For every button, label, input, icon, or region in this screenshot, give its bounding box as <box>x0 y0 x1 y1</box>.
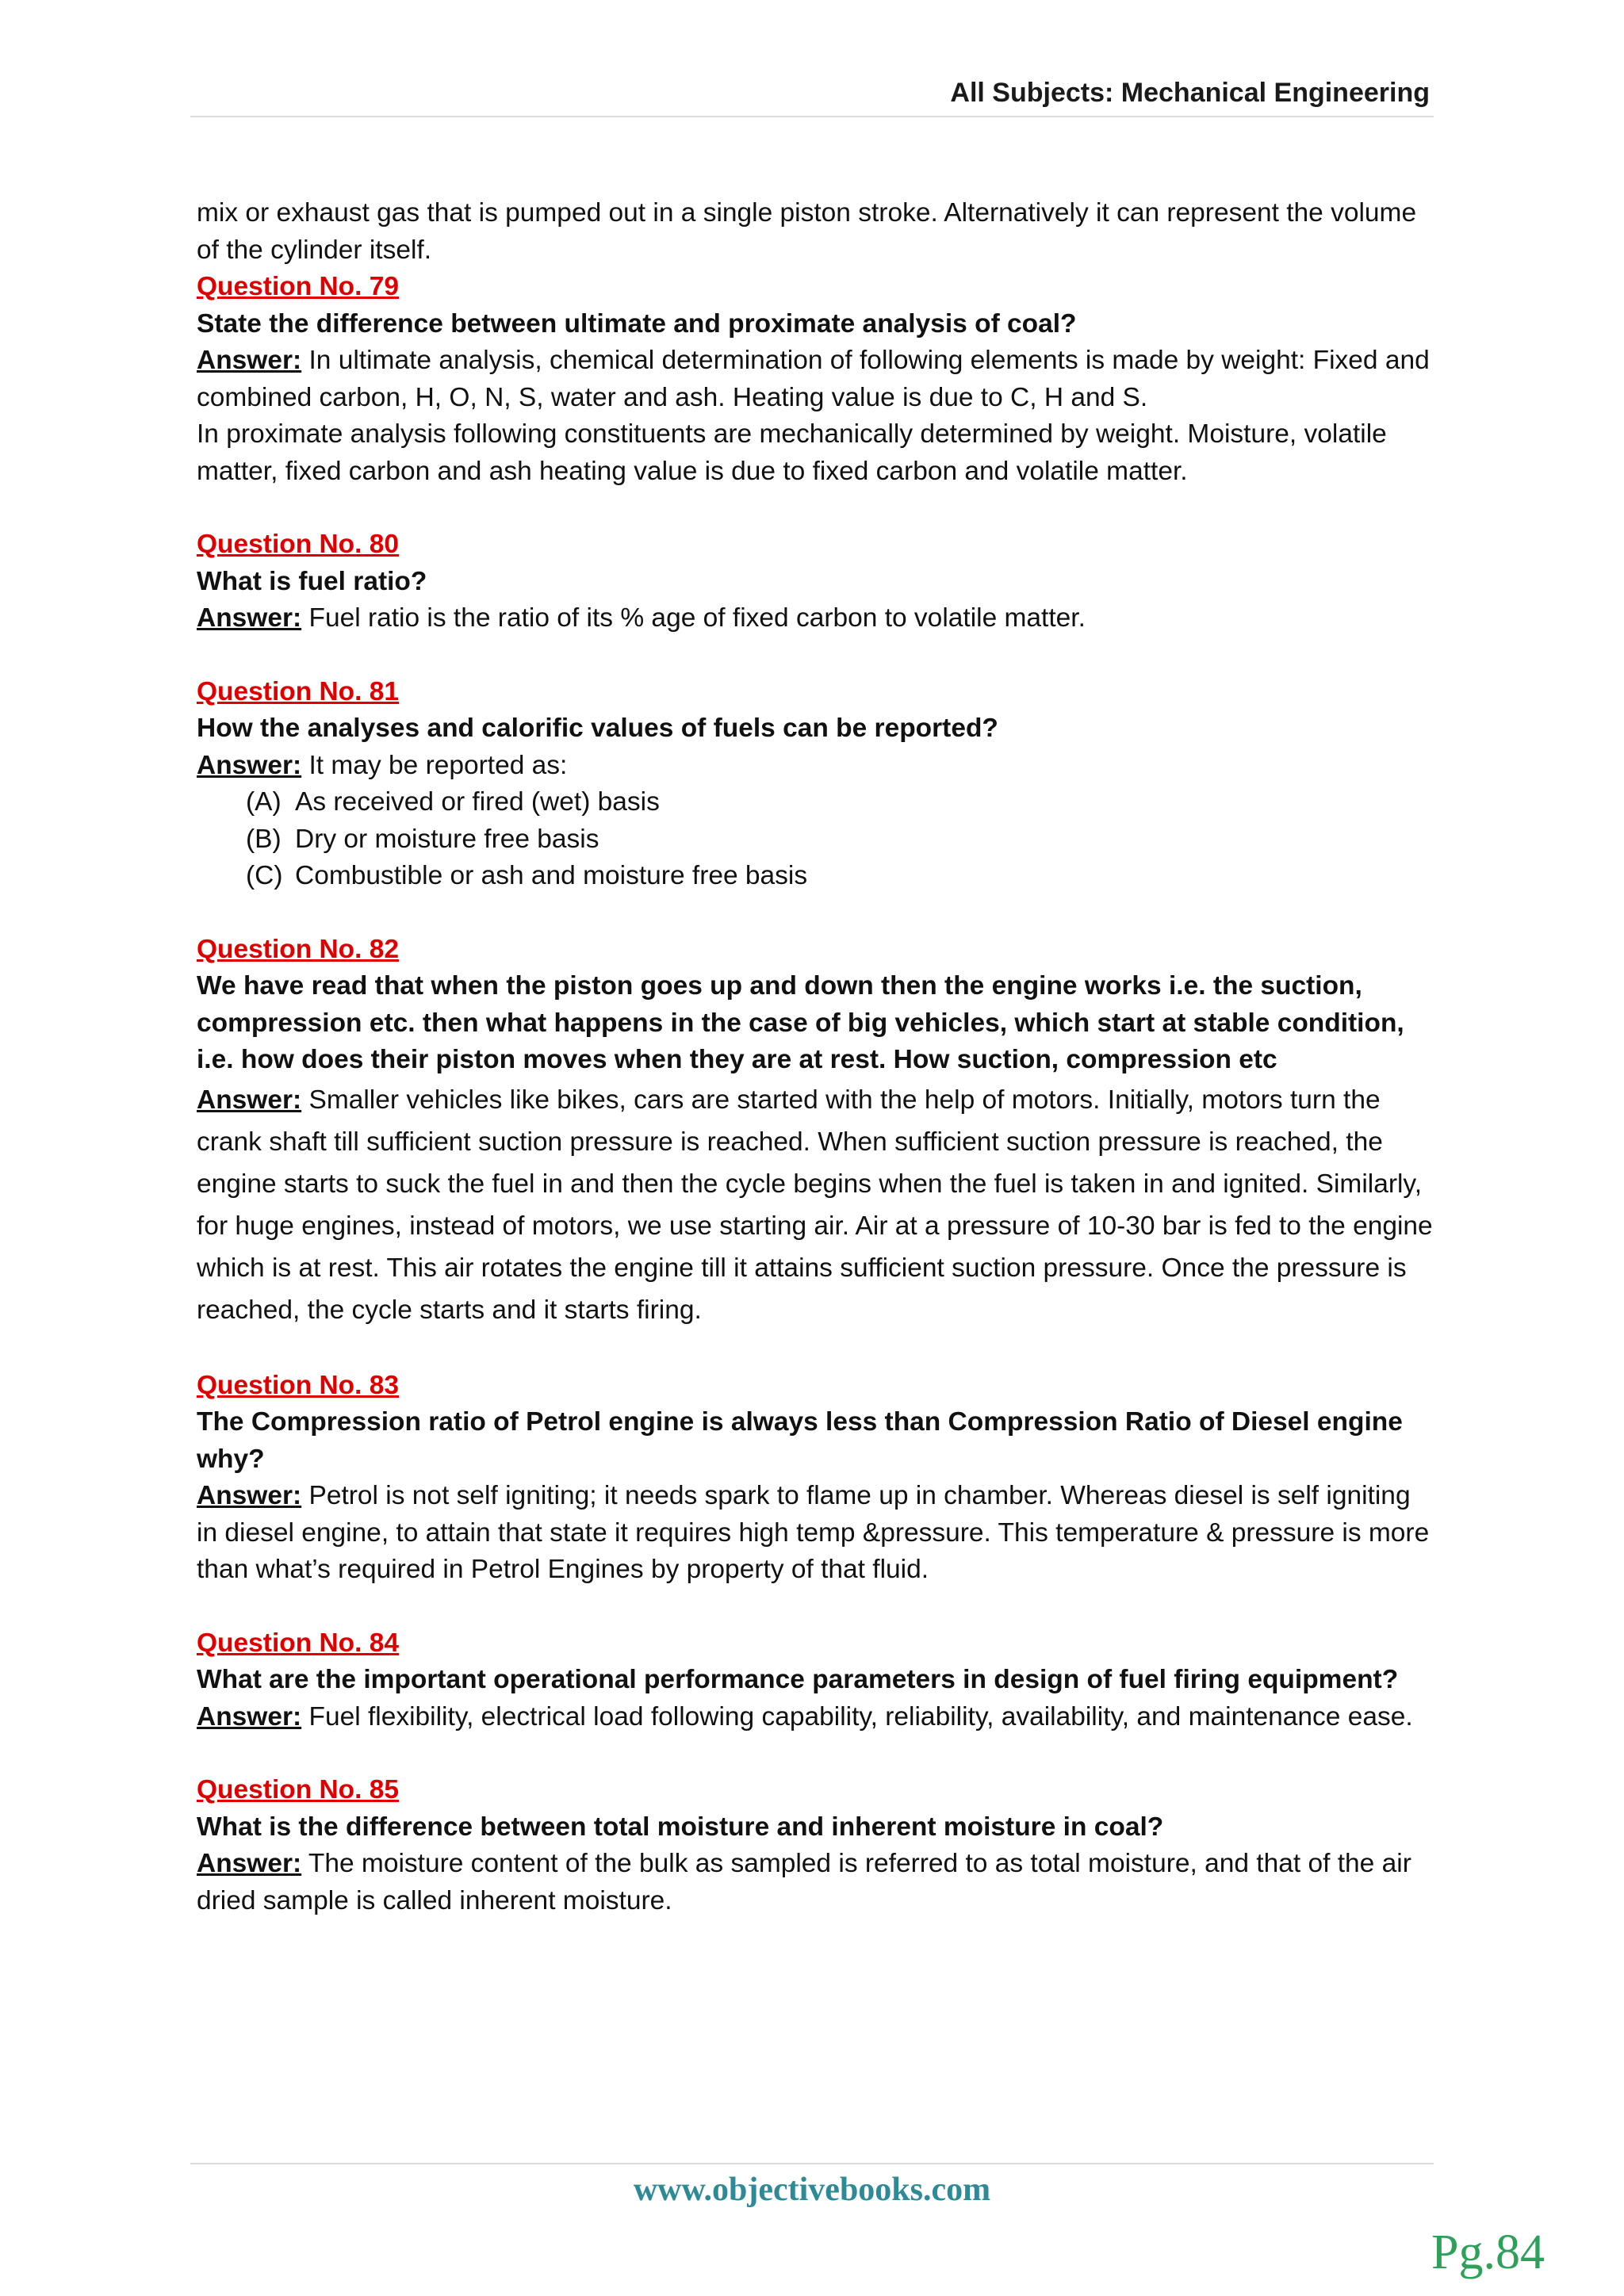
question-block-83 <box>197 1368 1434 1589</box>
option-letter: (A) <box>246 787 282 817</box>
answer-paragraph <box>197 1478 1434 1589</box>
question-text: What is the difference between total moisture and inherent moisture in coal? <box>197 1812 1164 1842</box>
question-block-84 <box>197 1625 1434 1736</box>
option-text: As received or fired (wet) basis <box>295 787 660 817</box>
question-number: Question No. 81 <box>197 676 400 706</box>
question-number: Question No. 83 <box>197 1370 400 1400</box>
answer-label: Answer: <box>197 1481 302 1510</box>
answer-text-extra: In proximate analysis following constituents are mechanically determined by weight. Moisture, volatile matter, fixed carbon and ash heating value is due to fixed carbon and volatile matter. <box>197 419 1387 486</box>
question-text: State the difference between ultimate and proximate analysis of coal? <box>197 308 1077 339</box>
option-letter: (C) <box>246 861 283 890</box>
question-block-80 <box>197 526 1434 637</box>
answer-paragraph <box>197 1846 1434 1919</box>
option-text: Dry or moisture free basis <box>295 824 599 854</box>
answer-paragraph <box>197 342 1434 416</box>
question-text: How the analyses and calorific values of fuels can be reported? <box>197 714 998 743</box>
answer-text: Petrol is not self igniting; it needs spark to flame up in chamber. Whereas diesel is self igniting in diesel engine, to attain that state it requires high temp &pressure. This temperature & pressure is more than what’s required in Petrol Engines by property of that fluid. <box>197 1481 1430 1584</box>
answer-text: The moisture content of the bulk as sampled is referred to as total moisture, and that of the air dried sample is called inherent moisture. <box>197 1849 1411 1915</box>
answer-paragraph <box>197 1079 1434 1331</box>
question-block-82 <box>197 932 1434 1331</box>
answer-label: Answer: <box>197 1701 302 1732</box>
list-item <box>246 858 1434 895</box>
answer-options-list <box>197 784 1434 895</box>
question-number: Question No. 84 <box>197 1628 400 1658</box>
answer-text: Fuel flexibility, electrical load following capability, reliability, availability, and maintenance ease. <box>308 1701 1413 1732</box>
answer-text: Smaller vehicles like bikes, cars are started with the help of motors. Initially, motors turn the crank shaft till sufficient suction pressure is reached. When sufficient suction pressure is reached, the engine starts to suck the fuel in and then the cycle begins when the fuel is taken in and ignited. Similarly, for huge engines, instead of motors, we use starting air. Air at a pressure of 10-30 bar is fed to the engine which is at rest. This air rotates the engine till it attains sufficient suction pressure. Once the pressure is reached, the cycle starts and it starts firing. <box>197 1085 1433 1325</box>
answer-paragraph <box>197 748 1434 785</box>
answer-paragraph <box>197 1699 1434 1736</box>
question-block-79 <box>197 269 1434 490</box>
footer-website-link[interactable]: www.objectivebooks.com <box>633 2172 991 2208</box>
answer-label: Answer: <box>197 750 302 780</box>
question-text: The Compression ratio of Petrol engine is always less than Compression Ratio of Diesel engine why? <box>197 1407 1403 1474</box>
question-number: Question No. 79 <box>197 272 400 301</box>
question-text: We have read that when the piston goes up and down then the engine works i.e. the suction, compression etc. then what happens in the case of big vehicles, which start at stable condition, i.e. how does their piston moves when they are at rest. How suction, compression etc <box>197 971 1404 1074</box>
list-item <box>246 784 1434 821</box>
answer-label: Answer: <box>197 346 302 375</box>
answer-label: Answer: <box>197 1085 302 1115</box>
footer-divider <box>190 2163 1434 2164</box>
list-item <box>246 821 1434 859</box>
page-number: Pg.84 <box>1431 2225 1545 2279</box>
question-number: Question No. 82 <box>197 934 400 964</box>
question-text: What is fuel ratio? <box>197 566 427 596</box>
answer-text: It may be reported as: <box>308 750 568 780</box>
header-divider <box>190 116 1434 117</box>
answer-label: Answer: <box>197 1849 302 1878</box>
answer-label: Answer: <box>197 603 302 633</box>
question-number: Question No. 85 <box>197 1775 400 1804</box>
document-body <box>197 195 1434 1956</box>
answer-text: In ultimate analysis, chemical determination of following elements is made by weight: Fixed and combined carbon, H, O, N, S, water and ash. Heating value is due to C, H and S. <box>197 346 1430 412</box>
intro-paragraph: mix or exhaust gas that is pumped out in a single piston stroke. Alternatively it can represent the volume of the cylinder itself. <box>197 198 1417 265</box>
question-text: What are the important operational performance parameters in design of fuel firing equipment? <box>197 1665 1399 1694</box>
question-block-85 <box>197 1772 1434 1919</box>
answer-text: Fuel ratio is the ratio of its % age of fixed carbon to volatile matter. <box>308 603 1086 633</box>
question-block-81 <box>197 674 1434 895</box>
question-number: Question No. 80 <box>197 530 400 559</box>
answer-paragraph <box>197 600 1434 637</box>
option-letter: (B) <box>246 824 282 854</box>
option-text: Combustible or ash and moisture free basis <box>295 861 808 890</box>
page-header-title: All Subjects: Mechanical Engineering <box>950 78 1430 108</box>
